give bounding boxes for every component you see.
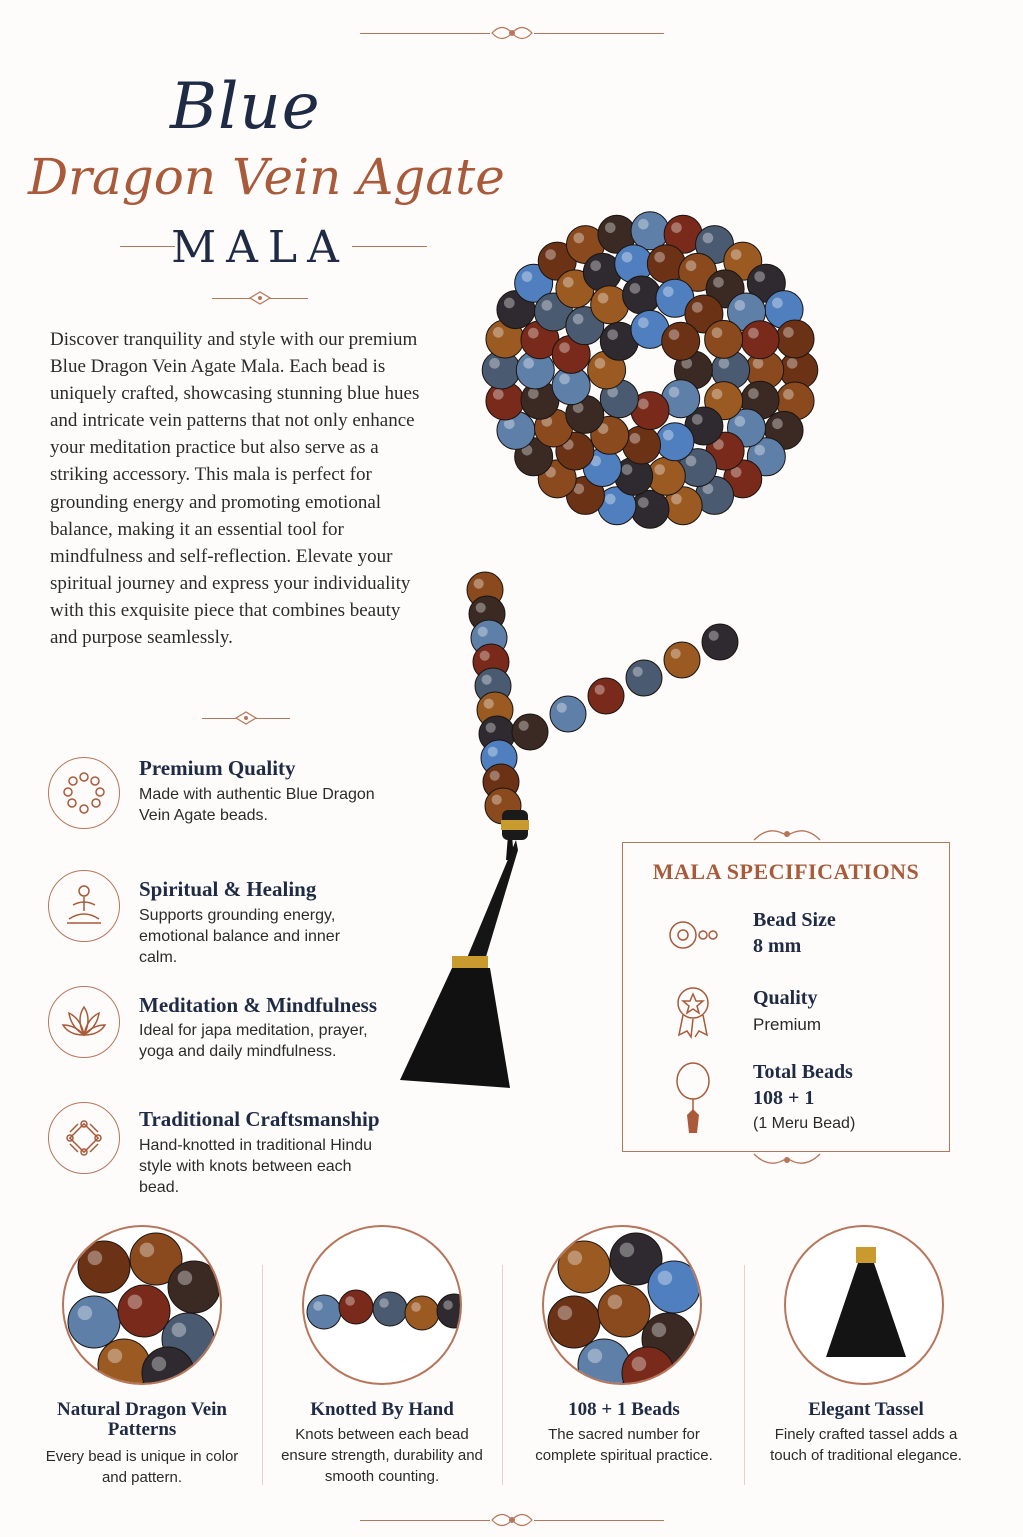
bead-highlight (590, 260, 601, 271)
bead-highlight (658, 1271, 673, 1286)
feature-text-meditation-mindfulness: Ideal for japa meditation, prayer, yoga and daily mindfulness. (139, 1022, 368, 1060)
bead (656, 423, 694, 461)
bead-highlight (345, 1296, 355, 1306)
bottom-divider-left (360, 1520, 490, 1521)
bead-highlight (490, 771, 500, 781)
bead (373, 1292, 407, 1326)
meditation-figure-icon (48, 870, 120, 942)
bead-highlight (172, 1323, 187, 1338)
feature-text-premium-quality: Made with authentic Blue Dragon Vein Agate beads. (139, 786, 375, 824)
spec-value-bead-size: 8 mm (753, 935, 802, 957)
bead-highlight (493, 327, 504, 338)
product-description: Discover tranquility and style with our premium Blue Dragon Vein Agate Mala. Each bead is uniquely crafted, showcasing stunning blue hues and intricate vein patterns that not only enhance your meditation practice but also serve as a striking accessory. This mala is perfect for grounding energy and promoting emotional balance, making it an essential tool for mindfulness and self-reflection. Elevate your spiritual journey and express your individuality with this exquisite piece that combines beauty and purpose seamlessly. (50, 329, 420, 649)
bead-highlight (638, 317, 649, 328)
feature-text-spiritual-healing: Supports grounding energy, emotional balance and inner calm. (139, 907, 341, 966)
bead-highlight (632, 1357, 647, 1372)
specifications-panel (622, 842, 950, 1152)
highlight-title-knotted: Knotted By Hand (310, 1399, 454, 1420)
diamond-ornament-icon (249, 291, 271, 305)
bead-highlight (108, 1349, 123, 1364)
bead-highlight (411, 1302, 421, 1312)
bead (118, 1285, 170, 1337)
spec-value-quality: Premium (753, 1015, 822, 1034)
bead-highlight (493, 389, 504, 400)
bead-bracelet-icon (48, 757, 120, 829)
bead (664, 642, 700, 678)
bead-highlight (638, 219, 649, 230)
spec-label-bead-size: Bead Size (753, 909, 836, 931)
bead-highlight (523, 358, 534, 369)
bead-highlight (633, 667, 643, 677)
highlight-image-knotted (302, 1225, 462, 1385)
bead-highlight (622, 252, 633, 263)
bead (78, 1241, 130, 1293)
bead-highlight (573, 233, 584, 244)
bead-highlight (703, 233, 714, 244)
bead-highlight (528, 388, 539, 399)
title-dragon-vein-agate: Dragon Vein Agate (28, 148, 505, 206)
bead-highlight (709, 631, 719, 641)
bead-highlight (598, 293, 609, 304)
feature-title-meditation-mindfulness: Meditation & Mindfulness (139, 993, 378, 1017)
bead-highlight (686, 456, 697, 467)
spec-label-quality: Quality (753, 987, 818, 1009)
bead-highlight (486, 723, 496, 733)
bead-highlight (476, 603, 486, 613)
ornament-line-left (212, 298, 250, 299)
flourish-icon (490, 1507, 534, 1533)
bead-highlight (480, 651, 490, 661)
bead (512, 714, 548, 750)
bead-highlight (489, 358, 500, 369)
bead-highlight (713, 277, 724, 288)
bead-highlight (692, 414, 703, 425)
bead-highlight (622, 464, 633, 475)
bead (558, 1241, 610, 1293)
bead-highlight (669, 329, 680, 340)
bead (705, 320, 743, 358)
bottom-divider-right (534, 1520, 664, 1521)
bead-highlight (638, 399, 649, 410)
bead-highlight (178, 1271, 193, 1286)
bead-highlight (482, 675, 492, 685)
diamond-ornament-icon (235, 711, 257, 725)
bead-highlight (605, 222, 616, 233)
bead (588, 678, 624, 714)
bead (598, 1285, 650, 1337)
highlight-image-tassel (784, 1225, 944, 1385)
top-divider-left (360, 33, 490, 34)
mala-beads-icon (673, 1059, 713, 1135)
bead-highlight (559, 374, 570, 385)
bead (339, 1290, 373, 1324)
highlight-title-108-beads: 108 + 1 Beads (568, 1399, 680, 1420)
bead-highlight (748, 388, 759, 399)
bead (741, 321, 779, 359)
bead (307, 1295, 341, 1329)
bead (631, 490, 669, 528)
highlight-title-tassel: Elegant Tassel (808, 1399, 924, 1420)
bead (437, 1294, 462, 1328)
bead (776, 320, 814, 358)
bead-highlight (663, 430, 674, 441)
bead-highlight (605, 494, 616, 505)
bead-highlight (719, 358, 730, 369)
bead-highlight (545, 249, 556, 260)
feature-title-spiritual-healing: Spiritual & Healing (139, 877, 317, 901)
top-divider-right (534, 33, 664, 34)
bead-highlight (542, 300, 553, 311)
bead (626, 660, 662, 696)
bead-highlight (443, 1300, 453, 1310)
bead (662, 322, 700, 360)
bead-highlight (573, 314, 584, 325)
bead (702, 624, 738, 660)
bead-highlight (140, 1243, 155, 1258)
bead-highlight (783, 389, 794, 400)
bead-highlight (88, 1251, 103, 1266)
bead-highlight (474, 579, 484, 589)
highlight-text-108-beads: The sacred number for complete spiritual practice. (535, 1426, 713, 1464)
lotus-icon (48, 986, 120, 1058)
bead (550, 696, 586, 732)
bead-highlight (686, 260, 697, 271)
bead-highlight (735, 416, 746, 427)
bead-highlight (663, 286, 674, 297)
bead-highlight (528, 328, 539, 339)
bead-highlight (652, 1323, 667, 1338)
bead-highlight (754, 445, 765, 456)
feature-title-traditional-craftsmanship: Traditional Craftsmanship (139, 1107, 380, 1131)
bead-highlight (692, 302, 703, 313)
bead (623, 276, 661, 314)
bead-size-icon (667, 915, 721, 955)
bead-highlight (313, 1301, 323, 1311)
highlight-image-dragon-vein (62, 1225, 222, 1385)
highlight-title-dragon-vein: Natural Dragon Vein Patterns (57, 1399, 227, 1440)
bead-highlight (731, 249, 742, 260)
bead-highlight (608, 1295, 623, 1310)
bead-highlight (654, 464, 665, 475)
highlight-image-108-beads (542, 1225, 702, 1385)
tassel-icon (400, 810, 529, 1088)
bead-highlight (772, 298, 783, 309)
bead-highlight (78, 1306, 93, 1321)
bead-highlight (588, 1349, 603, 1364)
title-mala: MALA (171, 222, 349, 273)
bead-highlight (669, 387, 680, 398)
spec-note-meru-bead: (1 Meru Bead) (753, 1115, 856, 1132)
separator (744, 1265, 745, 1485)
bead-highlight (557, 703, 567, 713)
bead-highlight (712, 389, 723, 400)
bead-highlight (478, 627, 488, 637)
flourish-icon (490, 20, 534, 46)
bead-highlight (522, 271, 533, 282)
bead-highlight (568, 1251, 583, 1266)
bead-highlight (735, 300, 746, 311)
separator (262, 1265, 263, 1485)
bead-highlight (783, 327, 794, 338)
highlight-text-dragon-vein: Every bead is unique in color and pattern. (45, 1448, 239, 1486)
spec-value-total-beads: 108 + 1 (753, 1087, 815, 1109)
ornament-line-right (270, 298, 308, 299)
bead-highlight (488, 747, 498, 757)
bead-highlight (654, 252, 665, 263)
bead-highlight (772, 418, 783, 429)
bead-highlight (563, 277, 574, 288)
bead-highlight (620, 1243, 635, 1258)
bead-highlight (128, 1295, 143, 1310)
ornament-line-left-2 (202, 718, 236, 719)
bead-highlight (748, 328, 759, 339)
specifications-heading: MALA SPECIFICATIONS (652, 859, 920, 884)
bead-highlight (559, 342, 570, 353)
bead-highlight (638, 497, 649, 508)
bead-highlight (630, 433, 641, 444)
bead-highlight (607, 329, 618, 340)
bead-highlight (671, 649, 681, 659)
bead (648, 1261, 700, 1313)
bead-highlight (484, 699, 494, 709)
highlight-text-tassel: Finely crafted tassel adds a touch of traditional elegance. (770, 1426, 962, 1464)
endless-knot-icon (48, 1102, 120, 1174)
bead-highlight (492, 795, 502, 805)
bead-highlight (787, 358, 798, 369)
bead-highlight (379, 1298, 389, 1308)
bead-highlight (754, 271, 765, 282)
feature-text-traditional-craftsmanship: Hand-knotted in traditional Hindu style with knots between each bead. (139, 1137, 373, 1196)
spec-label-total-beads: Total Beads (753, 1061, 853, 1083)
bead-highlight (671, 222, 682, 233)
feature-title-premium-quality: Premium Quality (139, 756, 296, 780)
bead-highlight (519, 721, 529, 731)
bead (548, 1296, 600, 1348)
quality-badge-icon (673, 985, 713, 1039)
title-blue: Blue (170, 70, 321, 144)
bead-highlight (504, 298, 515, 309)
bead-highlight (671, 494, 682, 505)
bead-highlight (712, 327, 723, 338)
spec-bottom-ornament-icon (752, 1148, 822, 1174)
bead-highlight (630, 283, 641, 294)
bead-highlight (595, 685, 605, 695)
separator (502, 1265, 503, 1485)
tassel-icon (786, 1227, 944, 1385)
bead (631, 212, 669, 250)
bead (168, 1261, 220, 1313)
bead (68, 1296, 120, 1348)
bead (405, 1296, 439, 1330)
highlight-text-knotted: Knots between each bead ensure strength, durability and smooth counting. (281, 1426, 483, 1485)
ornament-line-right-2 (256, 718, 290, 719)
bead-highlight (558, 1306, 573, 1321)
bead-highlight (152, 1357, 167, 1372)
bead-highlight (753, 358, 764, 369)
bead-highlight (595, 358, 606, 369)
